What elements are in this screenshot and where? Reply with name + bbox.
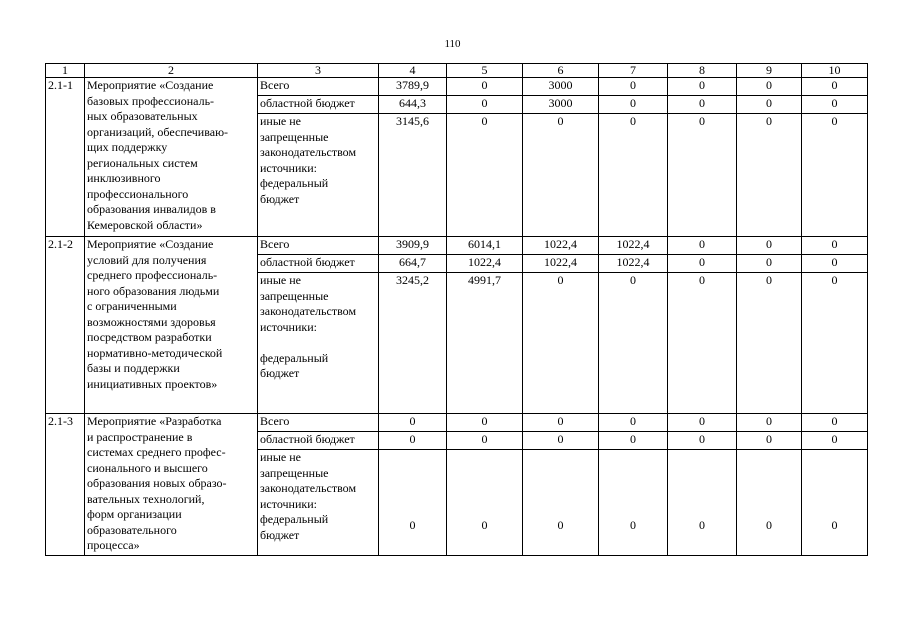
value-cell: 0	[447, 96, 523, 114]
value-cell: 1022,4	[599, 255, 668, 273]
value-cell: 3245,2	[379, 273, 447, 414]
table-row	[46, 237, 868, 255]
value-cell: 0	[668, 96, 737, 114]
value-cell: 0	[737, 432, 802, 450]
column-header: 2	[85, 64, 258, 78]
value-cell: 0	[802, 450, 868, 556]
value-cell: 3000	[523, 96, 599, 114]
column-header: 4	[379, 64, 447, 78]
value-cell: 0	[802, 96, 868, 114]
value-cell: 0	[668, 78, 737, 96]
value-cell: 0	[447, 114, 523, 237]
value-cell: 0	[523, 432, 599, 450]
activity-name: Мероприятие «Создание условий для получения среднего профессиональ- ного образования людьми с ограниченными возможностями здоровья посредством разработки нормативно-методической базы и поддержки инициативных проектов»	[85, 237, 258, 414]
value-cell: 0	[802, 237, 868, 255]
value-cell: 0	[802, 255, 868, 273]
value-cell: 0	[737, 414, 802, 432]
value-cell: 0	[599, 273, 668, 414]
value-cell: 0	[523, 450, 599, 556]
value-cell: 0	[379, 432, 447, 450]
value-cell: 0	[737, 237, 802, 255]
value-cell: 0	[599, 114, 668, 237]
column-header: 10	[802, 64, 868, 78]
value-cell: 3909,9	[379, 237, 447, 255]
value-cell: 0	[802, 78, 868, 96]
funding-table	[45, 63, 868, 556]
value-cell: 0	[523, 273, 599, 414]
value-cell: 4991,7	[447, 273, 523, 414]
value-cell: 0	[599, 450, 668, 556]
value-cell: 0	[737, 96, 802, 114]
column-header: 3	[258, 64, 379, 78]
value-cell: 3789,9	[379, 78, 447, 96]
value-cell: 6014,1	[447, 237, 523, 255]
activity-code: 2.1-1	[46, 78, 85, 237]
funding-source: областной бюджет	[258, 432, 379, 450]
value-cell: 644,3	[379, 96, 447, 114]
value-cell: 0	[599, 96, 668, 114]
value-cell: 0	[447, 414, 523, 432]
value-cell: 3000	[523, 78, 599, 96]
column-number-row	[46, 64, 868, 78]
column-header: 5	[447, 64, 523, 78]
value-cell: 1022,4	[523, 237, 599, 255]
table-row	[46, 414, 868, 432]
funding-source: иные не запрещенные законодательством источники: федеральный бюджет	[258, 114, 379, 237]
column-header: 8	[668, 64, 737, 78]
value-cell: 0	[668, 450, 737, 556]
funding-source: Всего	[258, 78, 379, 96]
funding-source: областной бюджет	[258, 255, 379, 273]
value-cell: 0	[668, 237, 737, 255]
value-cell: 1022,4	[523, 255, 599, 273]
value-cell: 0	[737, 114, 802, 237]
table-row	[46, 78, 868, 96]
activity-code: 2.1-2	[46, 237, 85, 414]
value-cell: 0	[802, 273, 868, 414]
column-header: 6	[523, 64, 599, 78]
value-cell: 664,7	[379, 255, 447, 273]
value-cell: 0	[737, 450, 802, 556]
column-header: 7	[599, 64, 668, 78]
value-cell: 0	[668, 414, 737, 432]
value-cell: 0	[599, 432, 668, 450]
value-cell: 0	[668, 432, 737, 450]
value-cell: 0	[802, 432, 868, 450]
page-number: 110	[444, 38, 461, 50]
value-cell: 0	[523, 114, 599, 237]
value-cell: 0	[668, 273, 737, 414]
value-cell: 3145,6	[379, 114, 447, 237]
value-cell: 0	[379, 414, 447, 432]
value-cell: 0	[447, 78, 523, 96]
value-cell: 0	[737, 255, 802, 273]
value-cell: 1022,4	[447, 255, 523, 273]
value-cell: 0	[737, 273, 802, 414]
funding-source: Всего	[258, 414, 379, 432]
value-cell: 0	[668, 255, 737, 273]
value-cell: 0	[599, 78, 668, 96]
funding-source: Всего	[258, 237, 379, 255]
funding-source: иные не запрещенные законодательством источники: федеральный бюджет	[258, 273, 379, 414]
value-cell: 0	[447, 432, 523, 450]
value-cell: 0	[599, 414, 668, 432]
activity-code: 2.1-3	[46, 414, 85, 556]
value-cell: 0	[802, 414, 868, 432]
value-cell: 0	[737, 78, 802, 96]
value-cell: 0	[523, 414, 599, 432]
value-cell: 0	[379, 450, 447, 556]
value-cell: 1022,4	[599, 237, 668, 255]
column-header: 1	[46, 64, 85, 78]
activity-name: Мероприятие «Создание базовых профессиональ- ных образовательных организаций, обеспечиваю- щих поддержку региональных систем инклюзивного профессионального образования инвалидов в Кемеровской области»	[85, 78, 258, 237]
funding-source: иные не запрещенные законодательством источники: федеральный бюджет	[258, 450, 379, 556]
funding-source: областной бюджет	[258, 96, 379, 114]
value-cell: 0	[802, 114, 868, 237]
value-cell: 0	[447, 450, 523, 556]
activity-name: Мероприятие «Разработка и распространение в системах среднего профес- сионального и высшего образования новых образо- вательных технологий, форм организации образовательного процесса»	[85, 414, 258, 556]
value-cell: 0	[668, 114, 737, 237]
column-header: 9	[737, 64, 802, 78]
